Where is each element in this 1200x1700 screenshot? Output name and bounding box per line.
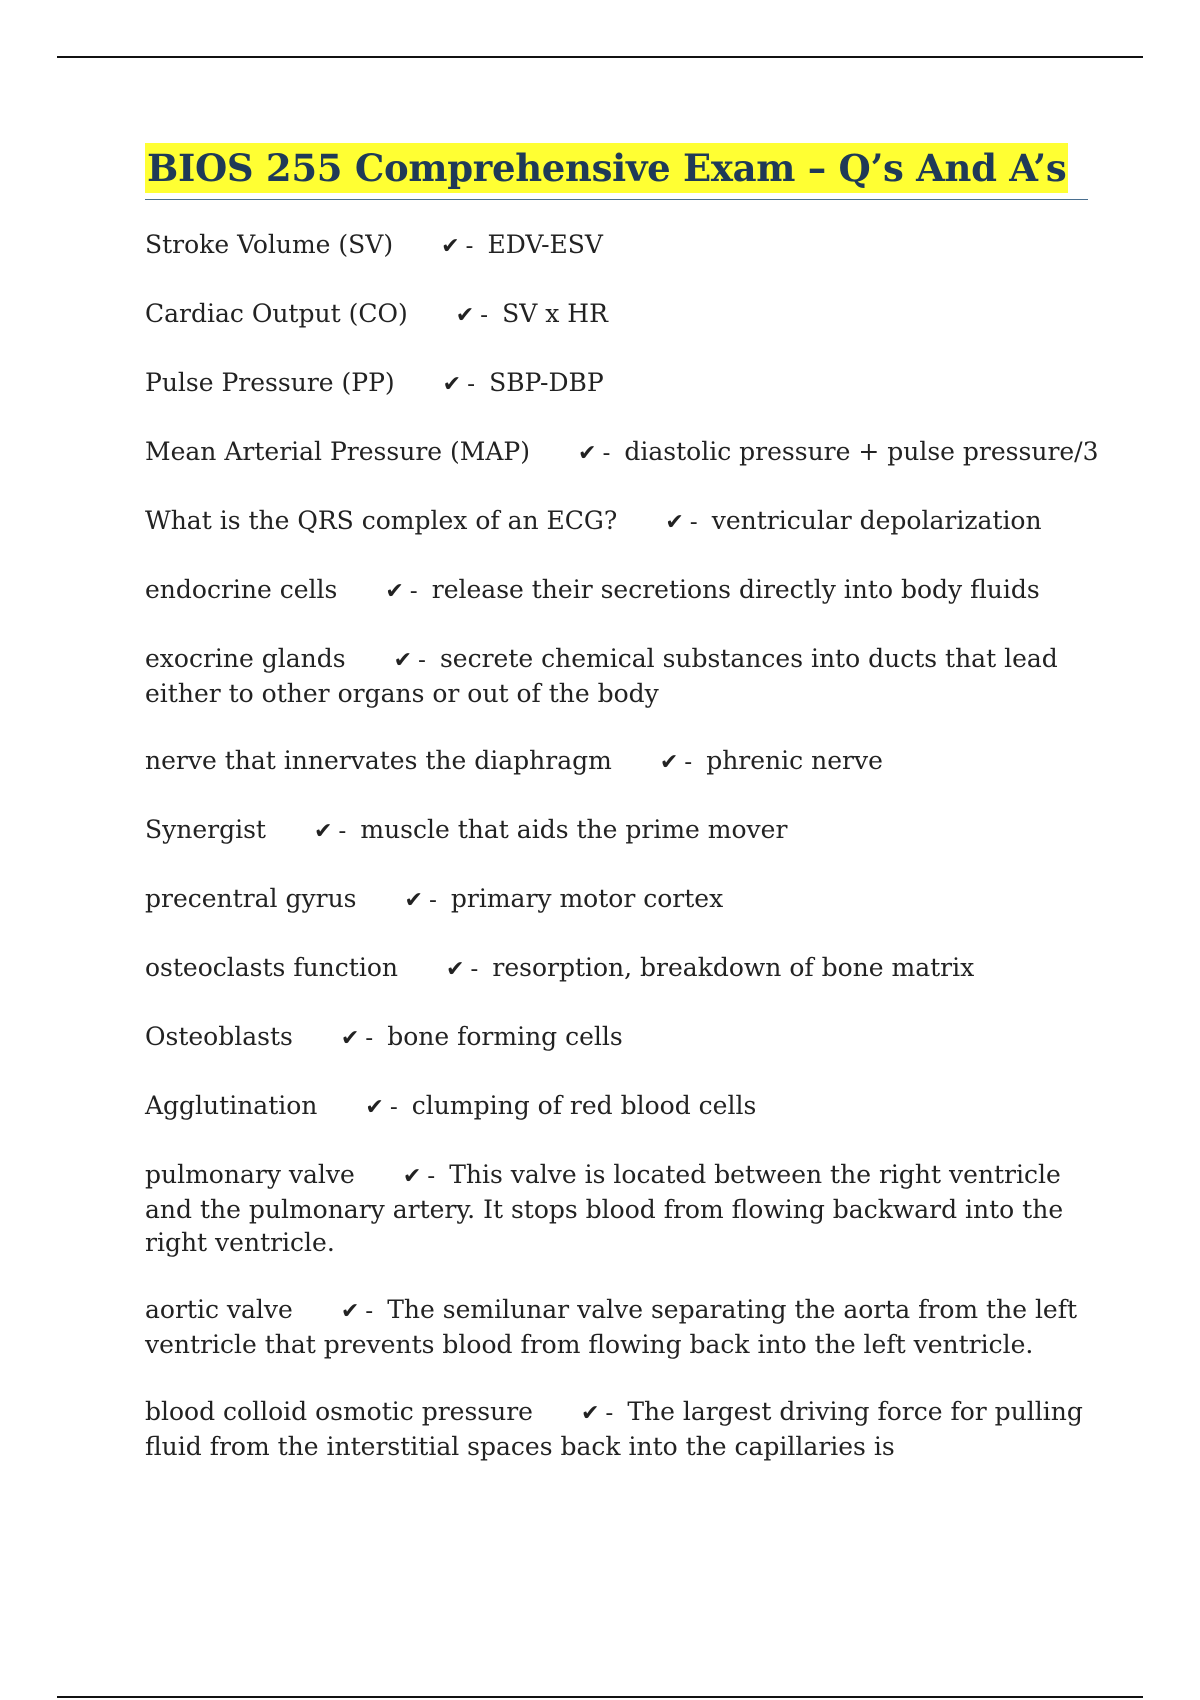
qa-item [145,1395,1105,1463]
qa-question: osteoclasts function [145,953,398,982]
dash-separator: - [602,441,611,466]
check-icon: ✔ [393,648,413,673]
top-rule [57,56,1143,58]
check-icon: ✔ [340,1026,360,1051]
check-icon: ✔ [445,957,465,982]
check-icon: ✔ [455,303,475,328]
qa-item [145,366,1105,401]
check-icon: ✔ [665,510,684,535]
qa-question: Agglutination [145,1091,318,1120]
qa-list [145,228,1105,1497]
dash-separator: - [428,888,437,913]
qa-question: Pulse Pressure (PP) [145,368,395,397]
check-icon: ✔ [385,579,404,604]
qa-question: endocrine cells [145,575,338,604]
qa-answer: release their secretions directly into body fluids [431,575,1040,604]
qa-answer: This valve is located between the right ventricle and the pulmonary artery. It stops blood from flowing backward into the right ventricle. [145,1160,1064,1257]
dash-separator: - [418,648,426,673]
dash-separator: - [465,234,474,259]
check-icon: ✔ [365,1095,384,1120]
dash-separator: - [689,510,698,535]
qa-answer: The largest driving force for pulling fluid from the interstitial spaces back into the capillaries is [145,1397,1083,1461]
dash-separator: - [684,750,693,775]
qa-item [145,435,1105,470]
qa-question: aortic valve [145,1295,293,1324]
qa-item [145,573,1105,608]
qa-separator [660,746,692,779]
qa-item [145,1158,1105,1259]
qa-separator [581,1397,613,1430]
qa-answer: clumping of red blood cells [411,1091,757,1120]
qa-answer: muscle that aids the prime mover [360,815,788,844]
qa-answer: primary motor cortex [450,884,724,913]
qa-answer: resorption, breakdown of bone matrix [492,953,975,982]
qa-answer: The semilunar valve separating the aorta from the left ventricle that prevents blood from flowing back into the left ventricle. [145,1295,1078,1359]
qa-question: nerve that innervates the diaphragm [145,746,612,775]
qa-question: exocrine glands [145,644,346,673]
qa-separator [341,1022,373,1055]
check-icon: ✔ [442,372,462,397]
qa-item [145,882,1105,917]
bottom-rule [57,1696,1143,1698]
qa-question: Stroke Volume (SV) [145,230,394,259]
dash-separator: - [480,303,489,328]
qa-item [145,228,1105,263]
qa-separator [578,437,610,470]
check-icon: ✔ [340,1299,360,1324]
qa-question: Osteoblasts [145,1022,293,1051]
qa-separator [365,1091,397,1124]
qa-separator [385,575,417,608]
dash-separator: - [365,1026,374,1051]
check-icon: ✔ [404,888,423,913]
qa-answer: phrenic nerve [706,746,883,775]
qa-question: Cardiac Output (CO) [145,299,408,328]
qa-item [145,813,1105,848]
qa-item [145,504,1105,539]
dash-separator: - [467,372,476,397]
qa-separator [314,815,346,848]
qa-separator [394,644,426,677]
qa-separator [403,1160,435,1193]
qa-item [145,1293,1105,1361]
dash-separator: - [389,1095,398,1120]
qa-question: What is the QRS complex of an ECG? [145,506,618,535]
qa-item [145,1020,1105,1055]
qa-answer: ventricular depolarization [711,506,1042,535]
check-icon: ✔ [580,1401,600,1426]
qa-question: Synergist [145,815,266,844]
dash-separator: - [338,819,347,844]
qa-item [145,642,1105,710]
check-icon: ✔ [441,234,460,259]
qa-answer: EDV-ESV [487,230,603,259]
qa-answer: secrete chemical substances into ducts that lead either to other organs or out of the body [145,644,1058,708]
qa-question: precentral gyrus [145,884,357,913]
qa-answer: SV x HR [502,299,608,328]
qa-question: blood colloid osmotic pressure [145,1397,533,1426]
dash-separator: - [470,957,479,982]
qa-item [145,951,1105,986]
dash-separator: - [409,579,418,604]
qa-item [145,744,1105,779]
qa-separator [665,506,697,539]
check-icon: ✔ [659,750,679,775]
qa-separator [443,368,475,401]
check-icon: ✔ [402,1164,422,1189]
page-title: BIOS 255 Comprehensive Exam – Q’s And A’s [145,143,1068,193]
qa-separator [446,953,478,986]
qa-separator [405,884,437,917]
dash-separator: - [427,1164,436,1189]
qa-answer: diastolic pressure + pulse pressure/3 [624,437,1099,466]
check-icon: ✔ [578,441,597,466]
check-icon: ✔ [313,819,333,844]
qa-separator [456,299,488,332]
qa-question: Mean Arterial Pressure (MAP) [145,437,530,466]
qa-answer: bone forming cells [387,1022,623,1051]
dash-separator: - [365,1299,374,1324]
dash-separator: - [605,1401,614,1426]
qa-answer: SBP-DBP [489,368,604,397]
qa-separator [441,230,473,263]
title-block [145,143,1088,200]
qa-item [145,1089,1105,1124]
qa-item [145,297,1105,332]
qa-question: pulmonary valve [145,1160,355,1189]
qa-separator [341,1295,373,1328]
